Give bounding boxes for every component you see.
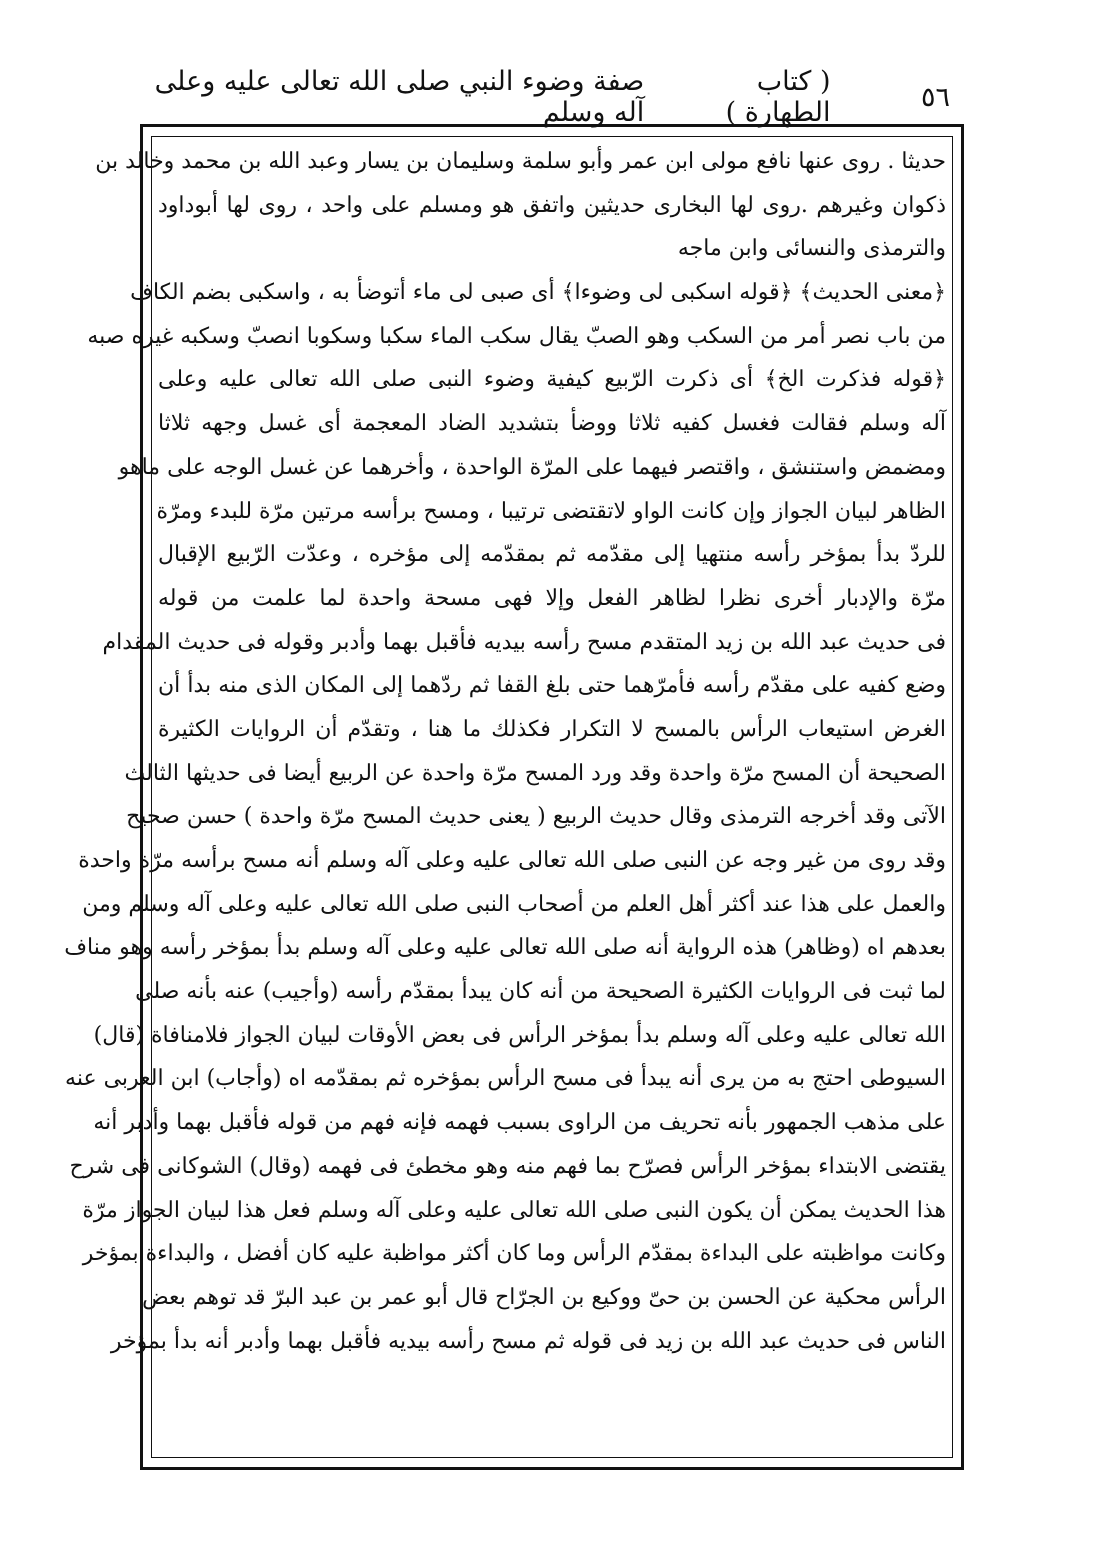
text-line: هذا الحديث يمكن أن يكون النبى صلى الله تعالى عليه وعلى آله وسلم فعل هذا لبيان الجواز مرّة — [82, 1197, 946, 1223]
text-line: الصحيحة أن المسح مرّة واحدة وقد ورد المسح مرّة واحدة عن الربيع أيضا فى حديثها الثالث — [124, 760, 946, 786]
text-line: على مذهب الجمهور بأنه تحريف من الراوى بسبب فهمه فإنه فهم من قوله فأقبل بهما وأدبر أنه — [93, 1110, 946, 1136]
text-line: الرأس محكية عن الحسن بن حىّ ووكيع بن الجرّاح قال أبو عمر بن عبد البرّ قد توهم بعض — [142, 1284, 946, 1310]
chapter-title: ( كتاب الطهارة ) — [725, 66, 831, 128]
text-line: يقتضى الابتداء بمؤخر الرأس فصرّح بما فهم منه وهو مخطئ فى فهمه (وقال) الشوكانى فى شرح — [69, 1153, 946, 1179]
body-text — [64, 140, 946, 1363]
text-line: آله وسلم فقالت فغسل كفيه ثلاثا ووضأ بتشديد الضاد المعجمة أى غسل وجهه ثلاثا — [158, 411, 946, 437]
text-line: الله تعالى عليه وعلى آله وسلم بدأ بمؤخر الرأس فى بعض الأوقات لبيان الجواز فلامنافاة (قال) — [93, 1022, 946, 1048]
text-line: لما ثبت فى الروايات الكثيرة الصحيحة من أنه كان يبدأ بمقدّم رأسه (وأجيب) عنه بأنه صلى — [135, 979, 946, 1005]
text-line: ذكوان وغيرهم .روى لها البخارى حديثين واتفق هو ومسلم على واحد ، روى لها أبوداود — [158, 192, 946, 218]
text-line: الناس فى حديث عبد الله بن زيد فى قوله ثم مسح رأسه بيديه فأقبل بهما وأدبر أنه بدأ بمؤخر — [110, 1328, 946, 1354]
text-line: للردّ بدأ بمؤخر رأسه منتهيا إلى مقدّمه ثم بمقدّمه إلى مؤخره ، وعدّت الرّبيع الإقبال — [158, 542, 946, 568]
text-line: وضع كفيه على مقدّم رأسه فأمرّهما حتى بلغ القفا ثم ردّهما إلى المكان الذى منه بدأ أن — [158, 673, 946, 699]
page-number: ٥٦ — [920, 81, 950, 113]
running-header — [150, 66, 950, 128]
text-line: بعدهم اه (وظاهر) هذه الرواية أنه صلى الله تعالى عليه وعلى آله وسلم بدأ بمؤخر رأسه وهو مناف — [64, 935, 946, 961]
text-line: الآتى وقد أخرجه الترمذى وقال حديث الربيع ( يعنى حديث المسح مرّة واحدة ) حسن صحيح — [126, 804, 946, 830]
text-line: وقد روى من غير وجه عن النبى صلى الله تعالى عليه وعلى آله وسلم أنه مسح برأسه مرّة واحدة — [78, 848, 946, 873]
text-line: ومضمض واستنشق ، واقتصر فيهما على المرّة الواحدة ، وأخرهما عن غسل الوجه على ماهو — [118, 454, 946, 480]
text-line: فى حديث عبد الله بن زيد المتقدم مسح رأسه بيديه فأقبل بهما وأدبر وقوله فى حديث المقدام — [102, 629, 946, 655]
text-line: حديثا . روى عنها نافع مولى ابن عمر وأبو سلمة وسليمان بن يسار وعبد الله بن محمد وخالد بن — [95, 149, 946, 174]
text-line: وكانت مواظبته على البداءة بمقدّم الرأس وما كان أكثر مواظبة عليه كان أفضل ، والبداءة بمؤخر — [82, 1241, 946, 1267]
text-line: والترمذى والنسائى وابن ماجه — [677, 236, 946, 262]
section-title: صفة وضوء النبي صلى الله تعالى عليه وعلى آله وسلم — [154, 66, 645, 128]
text-line: ﴿معنى الحديث﴾ ﴿قوله اسكبى لى وضوءا﴾ أى صبى لى ماء أتوضأ به ، واسكبى بضم الكاف — [130, 280, 946, 306]
text-line: السيوطى احتج به من يرى أنه يبدأ فى مسح الرأس بمؤخره ثم بمقدّمه اه (وأجاب) ابن العربى عنه — [65, 1066, 946, 1092]
text-line: مرّة والإدبار أخرى نظرا لظاهر الفعل وإلا فهى مسحة واحدة لما علمت من قوله — [158, 585, 946, 611]
text-line: والعمل على هذا عند أكثر أهل العلم من أصحاب النبى صلى الله تعالى عليه وعلى آله وسلم ومن — [82, 891, 946, 917]
text-line: من باب نصر أمر من السكب وهو الصبّ يقال سكب الماء سكبا وسكوبا انصبّ وسكبه غيره صبه — [87, 323, 946, 349]
text-line: الغرض استيعاب الرأس بالمسح لا التكرار فكذلك ما هنا ، وتقدّم أن الروايات الكثيرة — [158, 716, 946, 742]
text-line: الظاهر لبيان الجواز وإن كانت الواو لاتقتضى ترتيبا ، ومسح برأسه مرتين مرّة للبدء ومرّة — [156, 498, 946, 524]
text-line: ﴿قوله فذكرت الخ﴾ أى ذكرت الرّبيع كيفية وضوء النبى صلى الله تعالى عليه وعلى — [158, 367, 946, 393]
